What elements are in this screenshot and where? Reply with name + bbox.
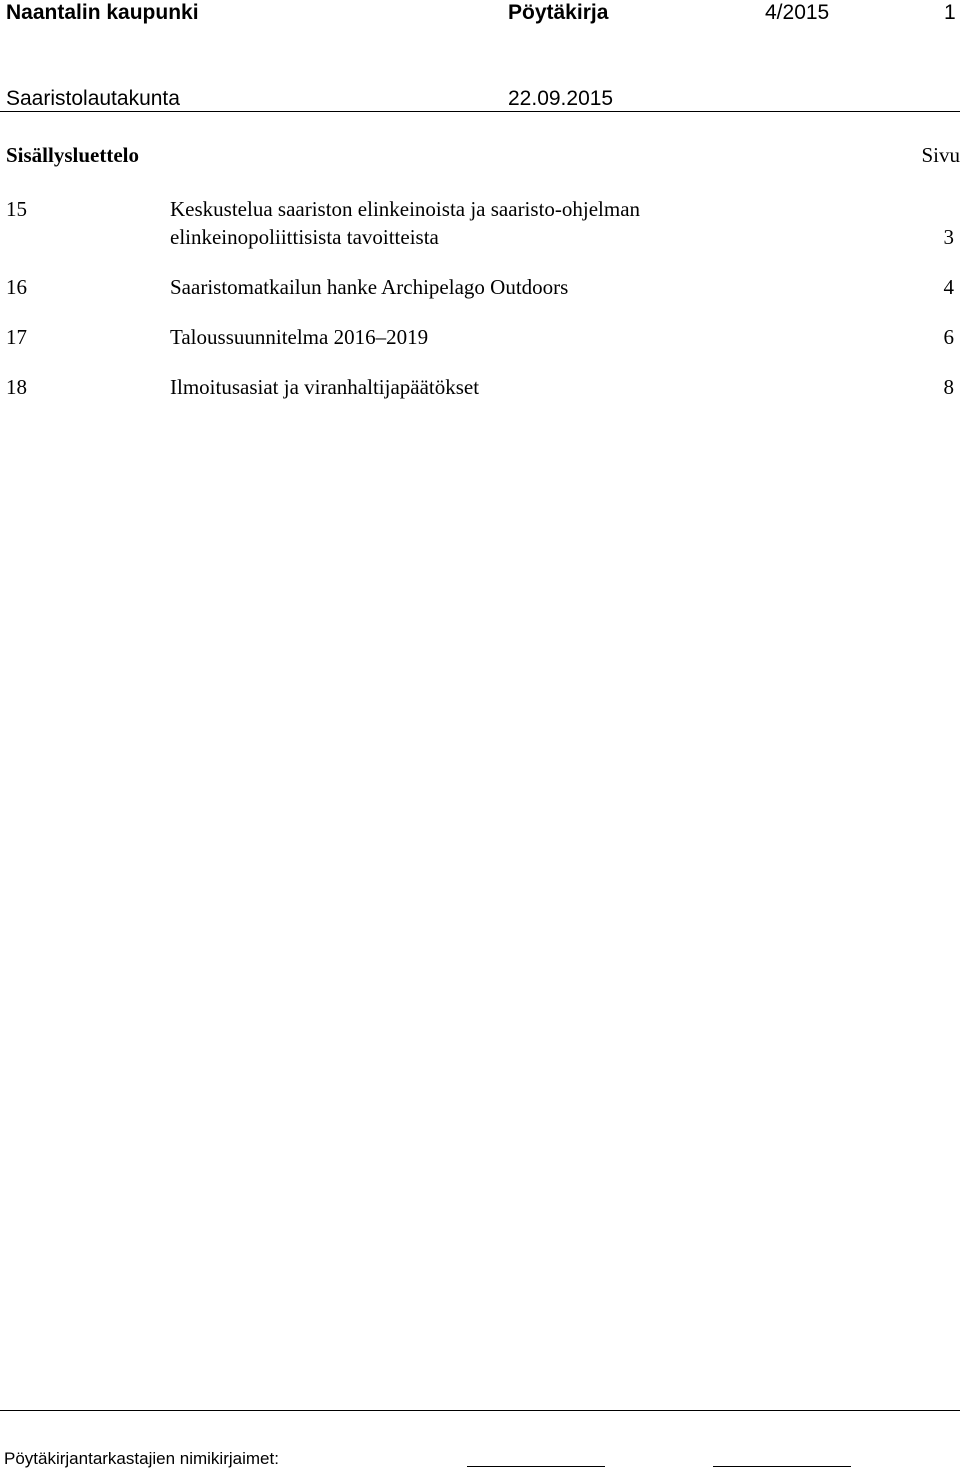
header-divider: [0, 111, 960, 112]
toc-item-number: 16: [6, 275, 27, 299]
initials-line-1: [467, 1466, 605, 1467]
toc-item: [0, 197, 960, 257]
toc-item-page: 4: [943, 275, 954, 299]
toc-item-title-line: Keskustelua saariston elinkeinoista ja saaristo-ohjelman: [170, 197, 641, 221]
meeting-date: 22.09.2015: [508, 87, 614, 110]
toc-item: [0, 375, 960, 405]
initials-line-2: [713, 1466, 851, 1467]
toc-item: [0, 275, 960, 305]
toc-title: Sisällysluettelo: [6, 143, 140, 167]
toc-item-number: 17: [6, 325, 27, 349]
toc-item-page: 6: [943, 325, 954, 349]
footer-initials-label: Pöytäkirjantarkastajien nimikirjaimet:: [4, 1449, 279, 1468]
committee-name: Saaristolautakunta: [6, 87, 180, 110]
page-number: 1: [944, 1, 956, 24]
toc-item-page: 3: [943, 225, 954, 249]
toc-item-number: 18: [6, 375, 27, 399]
toc-item-number: 15: [6, 197, 27, 221]
toc-item-title-line: Ilmoitusasiat ja viranhaltijapäätökset: [170, 375, 480, 399]
toc-page-column-label: Sivu: [921, 143, 960, 167]
toc-item-title-line: Saaristomatkailun hanke Archipelago Outdoors: [170, 275, 569, 299]
footer-divider: [0, 1410, 960, 1411]
document-type: Pöytäkirja: [508, 1, 609, 24]
toc-item-title-line: elinkeinopoliittisista tavoitteista: [170, 225, 439, 249]
toc-item: [0, 325, 960, 355]
toc-item-page: 8: [943, 375, 954, 399]
toc-item-title-line: Taloussuunnitelma 2016–2019: [170, 325, 429, 349]
organization-name: Naantalin kaupunki: [6, 1, 199, 24]
document-number: 4/2015: [765, 1, 830, 24]
